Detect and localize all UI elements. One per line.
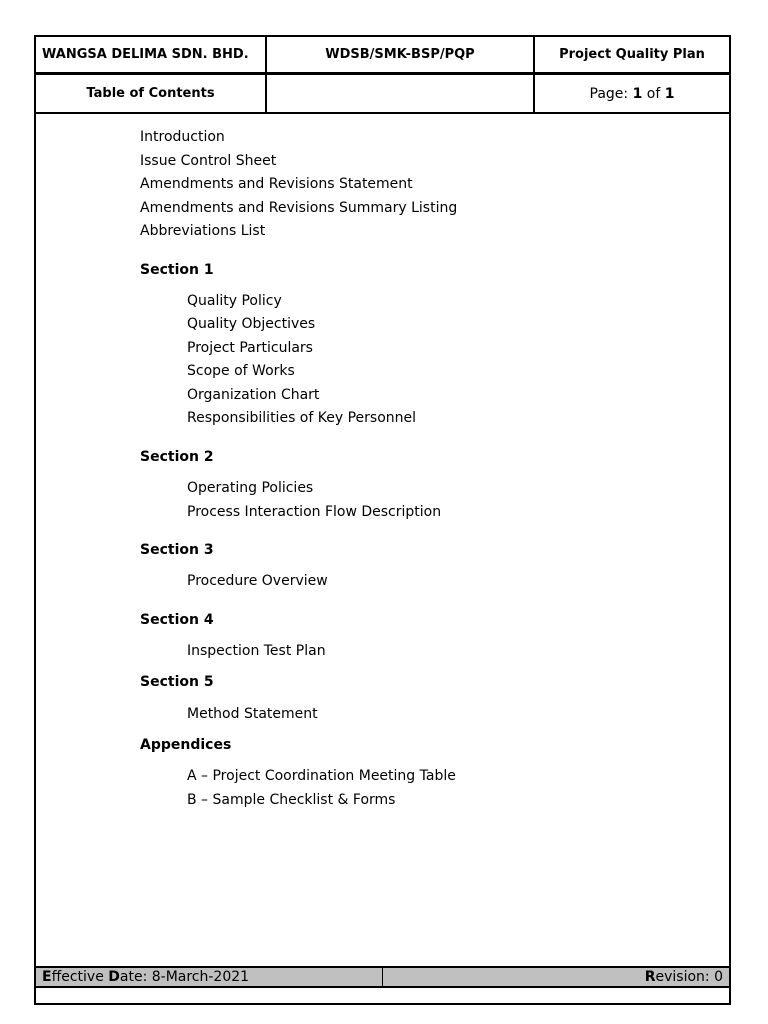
company-name: WANGSA DELIMA SDN. BHD. — [42, 47, 249, 62]
toc-item: Project Particulars — [187, 340, 313, 356]
toc-item-introduction: Introduction — [140, 129, 225, 145]
toc-item: Inspection Test Plan — [187, 643, 326, 659]
empty-cell — [267, 75, 535, 112]
header-row-1 — [36, 37, 729, 75]
effective-date: E ffective D ate: 8-March-2021 — [36, 968, 383, 986]
toc-item: Quality Policy — [187, 293, 282, 309]
doc-title-cell — [535, 37, 729, 72]
header-row-2 — [36, 75, 729, 114]
section-5-title: Section 5 — [140, 674, 214, 690]
doc-code-cell — [267, 37, 535, 72]
toc-item: Scope of Works — [187, 363, 295, 379]
toc-item-issue-control: Issue Control Sheet — [140, 153, 277, 169]
page-total: 1 — [664, 85, 675, 102]
company-cell — [36, 37, 267, 72]
page-of: of — [646, 85, 661, 102]
toc-item: Quality Objectives — [187, 316, 316, 332]
toc-item-amendments-statement: Amendments and Revisions Statement — [140, 176, 413, 192]
footer-bar — [36, 966, 729, 988]
section-3-title: Section 3 — [140, 542, 214, 558]
toc-item-abbreviations: Abbreviations List — [140, 223, 266, 239]
toc-item: Organization Chart — [187, 387, 320, 403]
section-1-title: Section 1 — [140, 262, 214, 278]
doc-title: Project Quality Plan — [559, 47, 705, 62]
revision: R evision: 0 — [644, 969, 723, 985]
toc-item-amendments-summary: Amendments and Revisions Summary Listing — [140, 200, 458, 216]
page-current: 1 — [632, 85, 643, 102]
toc-label: Table of Contents — [86, 86, 215, 101]
page-label: Page: — [589, 85, 629, 102]
toc-item: A – Project Coordination Meeting Table — [187, 768, 456, 784]
document-frame — [34, 35, 731, 1005]
section-2-title: Section 2 — [140, 449, 214, 465]
appendices-title: Appendices — [140, 737, 232, 753]
toc-item: Operating Policies — [187, 480, 314, 496]
toc-item: Method Statement — [187, 706, 318, 722]
toc-item: Responsibilities of Key Personnel — [187, 410, 417, 426]
toc-item: Procedure Overview — [187, 573, 328, 589]
page-number-cell — [535, 75, 729, 112]
toc-item: B – Sample Checklist & Forms — [187, 792, 396, 808]
toc-label-cell — [36, 75, 267, 112]
toc-item: Process Interaction Flow Description — [187, 504, 442, 520]
section-4-title: Section 4 — [140, 612, 214, 628]
doc-code: WDSB/SMK-BSP/PQP — [325, 47, 475, 62]
